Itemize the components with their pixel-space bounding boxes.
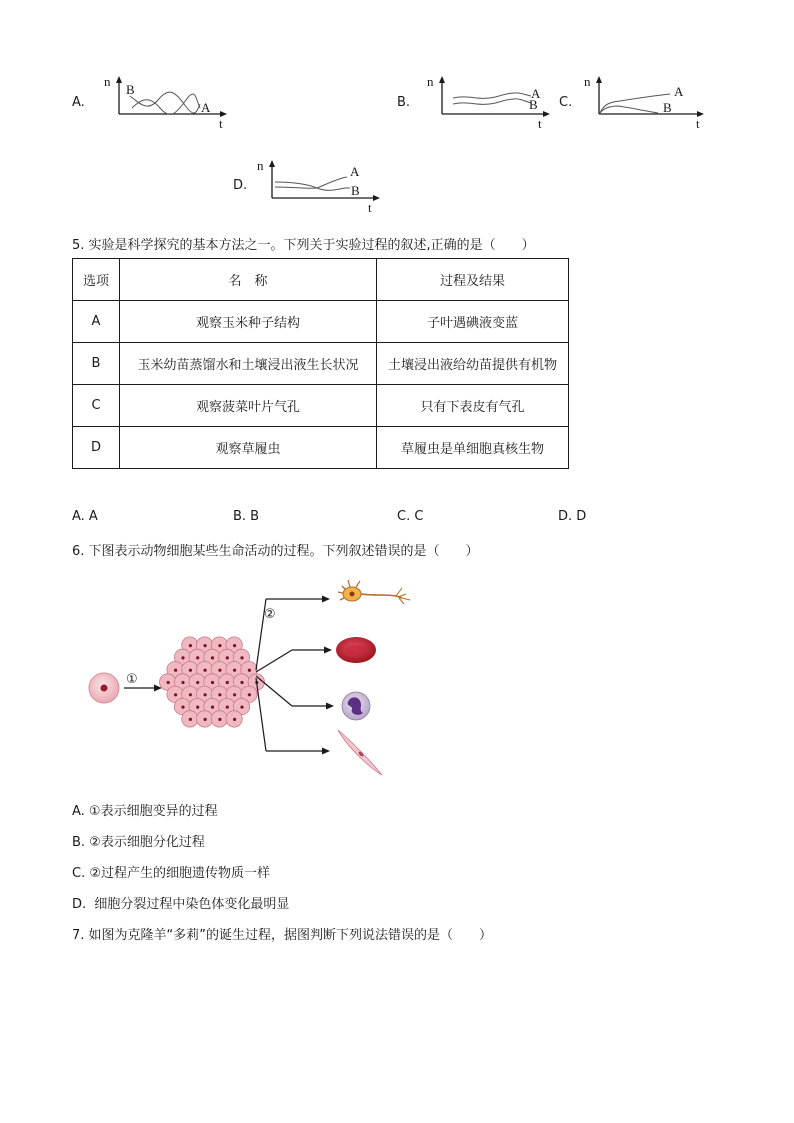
cluster-cell-nucleus	[204, 669, 207, 672]
table-cell: D	[73, 427, 120, 469]
graph-b-xlabel: t	[538, 116, 542, 131]
neuron-cell-icon	[338, 580, 410, 604]
q5-stem: 5. 实验是科学探究的基本方法之一。下列关于实验过程的叙述,正确的是（ ）	[72, 238, 535, 253]
option-a-label: A.	[72, 95, 85, 110]
table-cell: 只有下表皮有气孔	[377, 385, 569, 427]
cluster-cell-nucleus	[211, 656, 214, 659]
cluster-cell-nucleus	[189, 669, 192, 672]
q5-table	[72, 258, 569, 469]
cluster-cell-nucleus	[218, 669, 221, 672]
cluster-cell-nucleus	[240, 656, 243, 659]
q6-stem: 6. 下图表示动物细胞某些生命活动的过程。下列叙述错误的是（ ）	[72, 544, 479, 559]
cluster-cell-nucleus	[211, 706, 214, 709]
cluster-cell-nucleus	[196, 681, 199, 684]
white-blood-cell-icon	[342, 692, 370, 720]
graph-b-series-b: B	[529, 97, 538, 112]
cluster-cell-nucleus	[204, 718, 207, 721]
cluster-cell-nucleus	[196, 706, 199, 709]
single-cell-icon	[89, 673, 119, 703]
graph-a-series-b: B	[126, 82, 135, 97]
q7-stem: 7. 如图为克隆羊“多莉”的诞生过程，据图判断下列说法错误的是（ ）	[72, 928, 493, 943]
table-row	[73, 343, 569, 385]
q6-option-d: D. 细胞分裂过程中染色体变化最明显	[72, 897, 290, 912]
table-cell: 观察玉米种子结构	[120, 301, 377, 343]
cluster-cell-nucleus	[218, 644, 221, 647]
cluster-cell-nucleus	[211, 681, 214, 684]
graph-c-series-a: A	[674, 84, 684, 99]
cluster-cell-nucleus	[181, 706, 184, 709]
cluster-cell-nucleus	[240, 706, 243, 709]
table-header-row	[73, 259, 569, 301]
table-cell: B	[73, 343, 120, 385]
table-header-cell: 选项	[73, 259, 120, 301]
muscle-cell-icon	[338, 730, 382, 775]
cluster-cell-nucleus	[189, 718, 192, 721]
table-cell: 土壤浸出液给幼苗提供有机物	[377, 343, 569, 385]
table-header-cell: 过程及结果	[377, 259, 569, 301]
option-d-label: D.	[233, 178, 248, 193]
cluster-cell-nucleus	[233, 693, 236, 696]
graph-d-series-b: B	[351, 183, 360, 198]
cluster-cell-nucleus	[218, 718, 221, 721]
table-cell: 观察草履虫	[120, 427, 377, 469]
q6-option-b: B. ②表示细胞分化过程	[72, 835, 205, 850]
table-header-cell: 名 称	[120, 259, 377, 301]
table-cell: 观察菠菜叶片气孔	[120, 385, 377, 427]
table-cell: 子叶遇碘液变蓝	[377, 301, 569, 343]
option-c-label: C.	[559, 95, 573, 110]
cluster-cell-nucleus	[174, 693, 177, 696]
graph-d-series-a: A	[350, 164, 360, 179]
graph-a-xlabel: t	[219, 116, 223, 131]
cluster-cell-nucleus	[226, 656, 229, 659]
graph-d-ylabel: n	[257, 158, 264, 173]
graph-a	[100, 74, 235, 130]
label-process-1: ①	[126, 672, 138, 687]
table-cell: A	[73, 301, 120, 343]
cluster-cell-nucleus	[233, 669, 236, 672]
label-process-2: ②	[264, 607, 276, 622]
q6-option-c: C. ②过程产生的细胞遗传物质一样	[72, 866, 270, 881]
table-cell: 玉米幼苗蒸馏水和土壤浸出液生长状况	[120, 343, 377, 385]
q5-option-d: D. D	[558, 509, 587, 524]
cluster-cell-nucleus	[226, 706, 229, 709]
option-b-label: B.	[397, 95, 411, 110]
graph-d	[255, 158, 390, 214]
graph-b	[423, 74, 558, 130]
table-cell: 草履虫是单细胞真核生物	[377, 427, 569, 469]
cluster-cell-nucleus	[204, 644, 207, 647]
cluster-cell-nucleus	[233, 718, 236, 721]
cluster-cell-nucleus	[233, 644, 236, 647]
cluster-cell-nucleus	[174, 669, 177, 672]
cell-process-diagram	[80, 570, 420, 785]
table-row	[73, 385, 569, 427]
cluster-cell-nucleus	[248, 669, 251, 672]
q6-option-a: A. ①表示细胞变异的过程	[72, 804, 218, 819]
graph-d-xlabel: t	[368, 200, 372, 215]
cluster-cell-nucleus	[189, 693, 192, 696]
graph-c	[582, 74, 717, 130]
graph-a-ylabel: n	[104, 74, 111, 89]
cell-cluster-icon	[160, 637, 265, 727]
table-row	[73, 301, 569, 343]
cluster-cell-nucleus	[218, 693, 221, 696]
table-row	[73, 427, 569, 469]
graph-b-ylabel: n	[427, 74, 434, 89]
table-cell: C	[73, 385, 120, 427]
cluster-cell-nucleus	[167, 681, 170, 684]
q5-option-b: B. B	[233, 509, 260, 524]
q5-option-a: A. A	[72, 509, 98, 524]
cluster-cell-nucleus	[248, 693, 251, 696]
cluster-cell-nucleus	[181, 681, 184, 684]
cluster-cell-nucleus	[189, 644, 192, 647]
graph-b-series-a: A	[531, 86, 541, 101]
cluster-cell-nucleus	[196, 656, 199, 659]
cluster-cell-nucleus	[240, 681, 243, 684]
cluster-cell-nucleus	[204, 693, 207, 696]
graph-a-series-a: A	[201, 100, 211, 115]
cluster-cell-nucleus	[226, 681, 229, 684]
cluster-cell-nucleus	[181, 656, 184, 659]
graph-c-xlabel: t	[696, 116, 700, 131]
graph-c-ylabel: n	[584, 74, 591, 89]
graph-c-series-b: B	[663, 100, 672, 115]
red-blood-cell-icon	[336, 637, 376, 663]
q5-option-c: C. C	[397, 509, 424, 524]
